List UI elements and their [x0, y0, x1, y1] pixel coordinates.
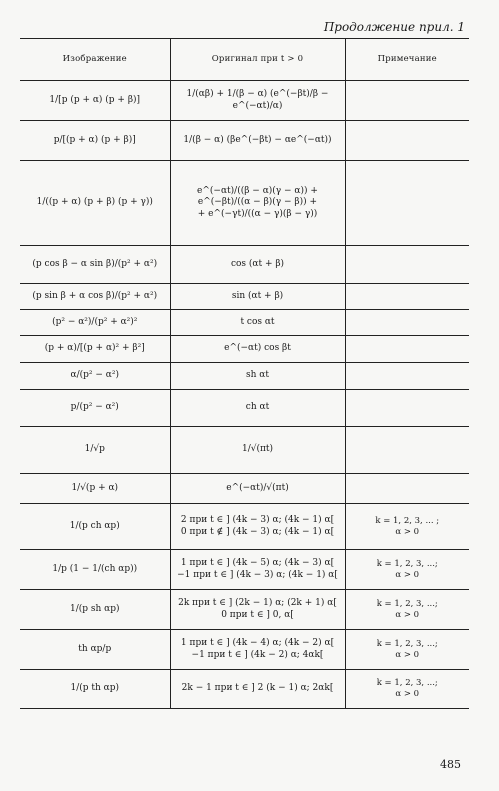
- note-cell-text: k = 1, 2, 3, ...; α > 0: [376, 678, 438, 699]
- image-cell: [20, 630, 170, 670]
- image-cell-text: 1/p (1 − 1/(ch αp)): [52, 563, 138, 574]
- original-cell: [170, 284, 345, 310]
- image-cell: [20, 363, 170, 390]
- image-cell: [20, 474, 170, 504]
- original-cell: [170, 504, 345, 550]
- transform-table: [20, 38, 469, 709]
- original-cell: [170, 121, 345, 161]
- original-cell-text: 1 при t ∈ ] (4k − 4) α; (4k − 2) α[ −1 при t ∈ ] (4k − 2) α; 4αk[: [180, 638, 335, 660]
- image-cell-text: (p + α)/[(p + α)² + β²]: [44, 343, 145, 354]
- original-cell: [170, 427, 345, 474]
- note-cell: [345, 590, 469, 630]
- original-cell-text: cos (αt + β): [230, 258, 285, 269]
- table-row: [20, 336, 469, 363]
- table-row: [20, 630, 469, 670]
- table-row: [20, 81, 469, 121]
- original-cell: [170, 161, 345, 246]
- image-cell-text: 1/[p (p + α) (p + β)]: [49, 94, 141, 105]
- original-cell-text: ch αt: [245, 402, 270, 413]
- note-cell: [345, 161, 469, 246]
- image-cell: [20, 310, 170, 336]
- note-cell: [345, 670, 469, 709]
- image-cell-text: 1/√p: [84, 444, 105, 455]
- original-cell-text: e^(−αt)/√(πt): [226, 482, 289, 493]
- original-cell-text: 1/√(πt): [241, 444, 274, 455]
- header-original: Оригинал при t > 0: [170, 39, 345, 81]
- original-cell: [170, 310, 345, 336]
- original-cell-text: 2k при t ∈ ] (2k − 1) α; (2k + 1) α[ 0 при t ∈ ] 0, α[: [178, 598, 337, 620]
- image-cell: [20, 336, 170, 363]
- image-cell: [20, 284, 170, 310]
- note-cell: [345, 246, 469, 284]
- image-cell: [20, 504, 170, 550]
- note-cell-text: k = 1, 2, 3, ...; α > 0: [376, 598, 438, 620]
- original-cell: [170, 474, 345, 504]
- image-cell: [20, 390, 170, 427]
- original-cell-text: 2k − 1 при t ∈ ] 2 (k − 1) α; 2αk[: [181, 683, 334, 694]
- original-cell-text: e^(−αt) cos βt: [224, 343, 291, 354]
- note-cell: [345, 504, 469, 550]
- original-cell-text: t cos αt: [240, 316, 275, 327]
- image-cell-text: (p² − α²)/(p² + α²)²: [52, 316, 138, 327]
- original-cell-text: sin (αt + β): [231, 290, 284, 301]
- table-row: [20, 363, 469, 390]
- note-cell: [345, 81, 469, 121]
- page-number: 485: [440, 758, 461, 771]
- image-cell: [20, 121, 170, 161]
- header-note: Примечание: [345, 39, 469, 81]
- table-row: [20, 161, 469, 246]
- image-cell-text: th αp/p: [78, 643, 112, 654]
- image-cell-text: 1/((p + α) (p + β) (p + γ)): [36, 197, 153, 208]
- image-cell: [20, 670, 170, 709]
- original-cell: [170, 363, 345, 390]
- image-cell-text: 1/(p sh αp): [69, 603, 120, 614]
- note-cell: [345, 284, 469, 310]
- table-header-row: [20, 39, 469, 81]
- image-cell-text: 1/√(p + α): [71, 482, 119, 493]
- original-cell: [170, 630, 345, 670]
- note-cell: [345, 363, 469, 390]
- image-cell-text: (p cos β − α sin β)/(p² + α²): [32, 258, 158, 269]
- transform-table-container: [20, 38, 469, 709]
- table-row: [20, 310, 469, 336]
- original-cell: [170, 246, 345, 284]
- note-cell: [345, 310, 469, 336]
- image-cell-text: (p sin β + α cos β)/(p² + α²): [32, 290, 158, 301]
- image-cell-text: 1/(p ch αp): [69, 520, 120, 531]
- original-cell: [170, 81, 345, 121]
- table-row: [20, 390, 469, 427]
- table-row: [20, 670, 469, 709]
- note-cell: [345, 390, 469, 427]
- note-cell: [345, 474, 469, 504]
- table-row: [20, 284, 469, 310]
- running-head: Продолжение прил. 1: [323, 20, 465, 34]
- note-cell: [345, 336, 469, 363]
- original-cell-text: e^(−αt)/((β − α)(γ − α)) + e^(−βt)/((α − β)(γ − β)) + + e^(−γt)/((α − γ)(β − γ)): [197, 186, 318, 219]
- header-image: Изображение: [20, 39, 170, 81]
- original-cell: [170, 590, 345, 630]
- image-cell: [20, 161, 170, 246]
- original-cell: [170, 670, 345, 709]
- note-cell: [345, 550, 469, 590]
- note-cell-text: k = 1, 2, 3, ...; α > 0: [376, 638, 438, 660]
- table-row: [20, 474, 469, 504]
- image-cell: [20, 550, 170, 590]
- original-cell: [170, 390, 345, 427]
- table-row: [20, 246, 469, 284]
- original-cell-text: sh αt: [246, 370, 269, 381]
- image-cell: [20, 246, 170, 284]
- image-cell: [20, 81, 170, 121]
- note-cell: [345, 630, 469, 670]
- image-cell: [20, 427, 170, 474]
- table-row: [20, 550, 469, 590]
- image-cell-text: α/(p² − α²): [70, 370, 119, 381]
- original-cell-text: 1/(β − α) (βe^(−βt) − αe^(−αt)): [183, 134, 332, 145]
- table-row: [20, 427, 469, 474]
- note-cell: [345, 121, 469, 161]
- note-cell-text: k = 1, 2, 3, ... ; α > 0: [375, 515, 440, 537]
- table-row: [20, 121, 469, 161]
- image-cell-text: p/(p² − α²): [70, 402, 119, 413]
- original-cell: [170, 336, 345, 363]
- table-row: [20, 590, 469, 630]
- image-cell: [20, 590, 170, 630]
- original-cell-text: 1 при t ∈ ] (4k − 5) α; (4k − 3) α[ −1 при t ∈ ] (4k − 3) α; (4k − 1) α[: [177, 558, 338, 580]
- image-cell-text: 1/(p th αp): [70, 683, 119, 694]
- note-cell-text: k = 1, 2, 3, ...; α > 0: [376, 558, 438, 580]
- table-body: [20, 81, 469, 709]
- image-cell-text: p/[(p + α) (p + β)]: [53, 134, 136, 145]
- original-cell-text: 2 при t ∈ ] (4k − 3) α; (4k − 1) α[ 0 при t ∉ ] (4k − 3) α; (4k − 1) α[: [180, 515, 335, 537]
- table-row: [20, 504, 469, 550]
- original-cell: [170, 550, 345, 590]
- note-cell: [345, 427, 469, 474]
- original-cell-text: 1/(αβ) + 1/(β − α) (e^(−βt)/β − e^(−αt)/α): [186, 89, 329, 111]
